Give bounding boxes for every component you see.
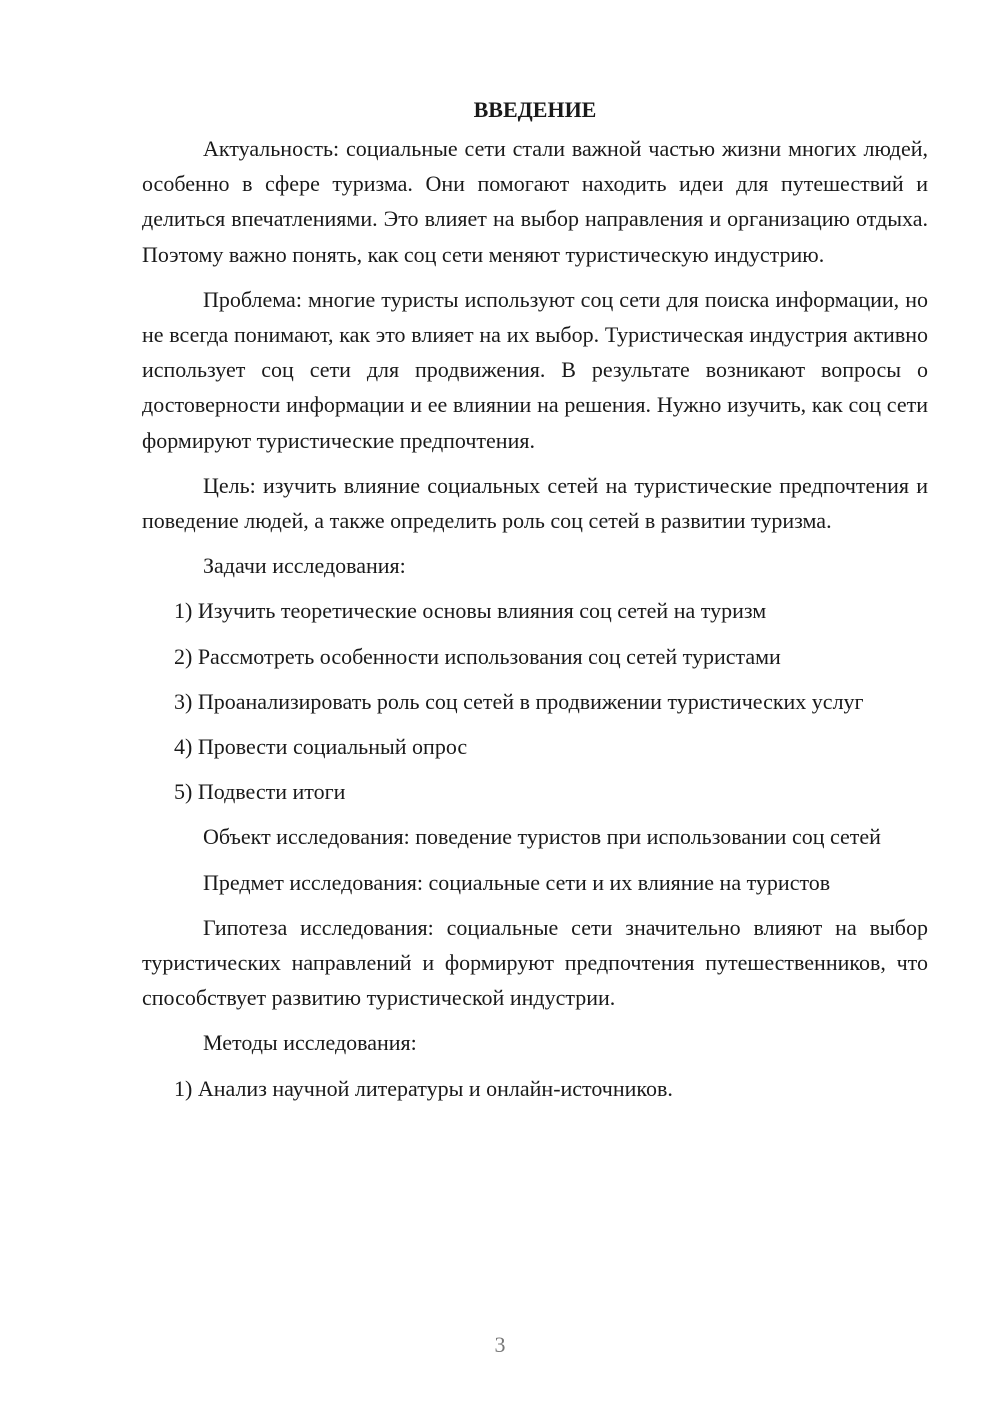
task-item-4: 4) Провести социальный опрос [174,734,468,760]
goal-paragraph: Цель: изучить влияние социальных сетей на туристические предпочтения и поведение людей, а также определить роль соц сетей в развитии туризма. [142,472,928,534]
task-item-5: 5) Подвести итоги [174,779,346,805]
page-number: 3 [494,1332,506,1357]
page-title: ВВЕДЕНИЕ [473,97,597,122]
subject-paragraph: Предмет исследования: социальные сети и их влияние на туристов [203,869,831,895]
relevance-paragraph: Актуальность: социальные сети стали важной частью жизни многих людей, особенно в сфере туризма. Они помогают находить идеи для путешествий и делиться впечатлениями. Это влияет на выбор направления и организацию отдыха. Поэтому важно понять, как соц сети меняют туристическую индустрию. [142,136,928,267]
object-paragraph: Объект исследования: поведение туристов при использовании соц сетей [203,824,881,850]
task-item-2: 2) Рассмотреть особенности использования соц сетей туристами [174,643,781,669]
task-item-3: 3) Проанализировать роль соц сетей в продвижении туристических услуг [174,688,864,714]
method-item-1: 1) Анализ научной литературы и онлайн-источников. [174,1075,673,1101]
problem-paragraph: Проблема: многие туристы используют соц сети для поиска информации, но не всегда понимают, как это влияет на их выбор. Туристическая индустрия активно использует соц сети для продвижения. В результате возникают вопросы о достоверности информации и ее влиянии на решения. Нужно изучить, как соц сети формируют туристические предпочтения. [142,286,928,453]
methods-heading: Методы исследования: [203,1030,417,1056]
task-item-1: 1) Изучить теоретические основы влияния соц сетей на туризм [174,598,767,624]
hypothesis-paragraph: Гипотеза исследования: социальные сети значительно влияют на выбор туристических направлений и формируют предпочтения путешественников, что способствует развитию туристической индустрии. [142,914,928,1011]
document-page [142,92,928,1116]
tasks-heading: Задачи исследования: [203,553,406,579]
